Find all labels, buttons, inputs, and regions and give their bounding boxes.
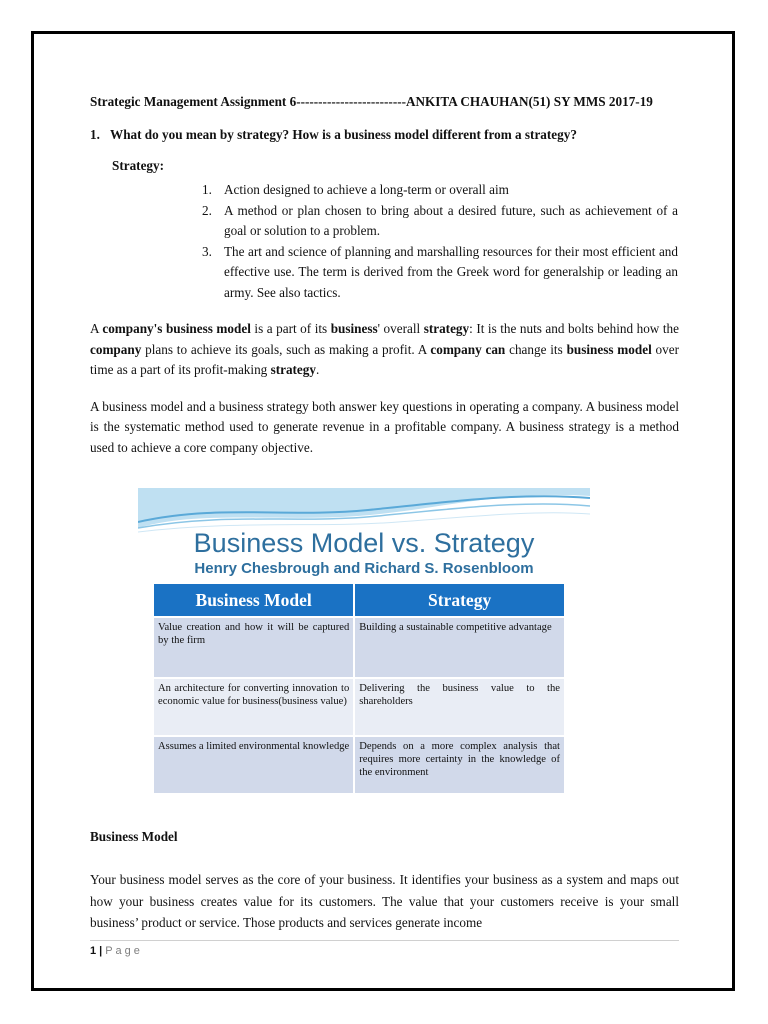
strategy-definitions: [202, 180, 678, 303]
footer-separator: |: [99, 945, 103, 957]
definition-item: [202, 201, 678, 242]
table-cell: Building a sustainable competitive advantage: [354, 617, 564, 678]
table-row: [154, 617, 564, 678]
comparison-figure: [138, 488, 590, 796]
definition-number: 1.: [202, 182, 212, 197]
definition-item: [202, 180, 678, 201]
strategy-heading: Strategy:: [112, 158, 164, 173]
column-header-strategy: Strategy: [354, 584, 564, 617]
table-cell: Depends on a more complex analysis that requires more certainty in the knowledge of the environment: [354, 736, 564, 793]
table-cell: Value creation and how it will be captured by the firm: [154, 617, 354, 678]
definition-number: 2.: [202, 202, 212, 218]
table-cell: An architecture for converting innovation to economic value for business(business value): [154, 678, 354, 736]
assignment-title: Strategic Management Assignment 6-------------------------ANKITA CHAUHAN(51) SY MMS 2017-19: [90, 94, 653, 109]
business-model-paragraph: Your business model serves as the core of your business. It identifies your business as a system and maps out how your business creates value for its customers. The value that your customers receive is your small business’ product or service. Those products and services generate income: [90, 872, 679, 931]
business-model-heading: Business Model: [90, 829, 178, 844]
table-header-row: [154, 584, 564, 617]
definition-text: A method or plan chosen to bring about a desired future, such as achievement of a goal or solution to a problem.: [224, 202, 678, 238]
table-cell: Delivering the business value to the shareholders: [354, 678, 564, 736]
paragraph-business-model-definition: A company's business model is a part of its business' overall strategy: It is the nuts and bolts behind how the company plans to achieve its goals, such as making a profit. A company can change its business model over time as a part of its profit-making strategy.: [90, 321, 679, 377]
question-number: 1.: [90, 127, 100, 142]
table-cell: Assumes a limited environmental knowledge: [154, 736, 354, 793]
definition-text: Action designed to achieve a long-term or overall aim: [224, 182, 509, 197]
page-label: Page: [105, 945, 143, 957]
paragraph-comparison: A business model and a business strategy both answer key questions in operating a company. A business model is the systematic method used to generate revenue in a profitable company. A business strategy is a method used to achieve a core company objective.: [90, 398, 679, 455]
table-row: [154, 736, 564, 793]
column-header-business-model: Business Model: [154, 584, 354, 617]
table-row: [154, 678, 564, 736]
figure-title: Business Model vs. Strategy: [193, 528, 535, 558]
question-1: [90, 125, 679, 145]
figure-subtitle: Henry Chesbrough and Richard S. Rosenbloom: [194, 560, 534, 577]
footer-divider: [90, 940, 679, 941]
definition-number: 3.: [202, 243, 212, 259]
comparison-table: [154, 584, 564, 793]
page-footer: [90, 945, 143, 957]
document-body: [90, 92, 679, 458]
definition-text: The art and science of planning and marshalling resources for their most efficient and effective use. The term is derived from the Greek word for generalship or leading an army. See also tactics.: [224, 243, 678, 300]
page-number: 1: [90, 945, 97, 957]
question-text: What do you mean by strategy? How is a business model different from a strategy?: [110, 127, 577, 142]
definition-item: [202, 242, 678, 304]
